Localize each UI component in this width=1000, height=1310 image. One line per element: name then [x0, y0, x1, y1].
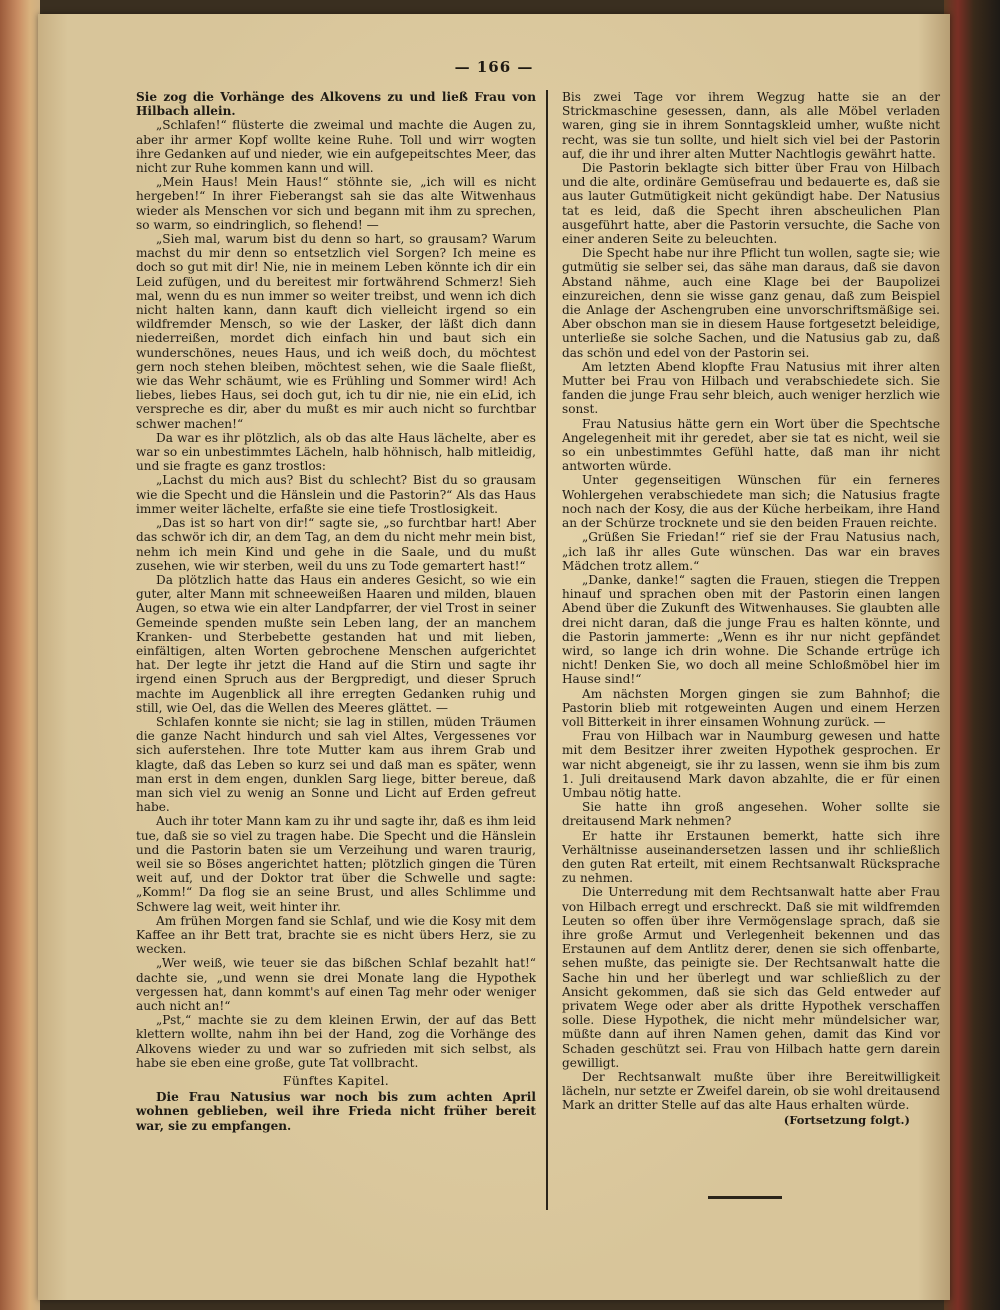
- paragraph: Auch ihr toter Mann kam zu ihr und sagte ihr, daß es ihm leid tue, daß sie so viel zu tragen habe. Die Specht und die Hänslein und die Pastorin baten sie um Verzeihung und waren traurig, weil sie so Böses angerichtet hatten; plötzlich gingen die Türen weit auf, und der Doktor trat über die Schwelle und sagte: „Komm!“ Da flog sie an seine Brust, und alles Schlimme und Schwere lag weit, weit hinter ihr.: [136, 814, 536, 914]
- paragraph: „Pst,“ machte sie zu dem kleinen Erwin, der auf das Bett klettern wollte, nahm ihn bei der Hand, zog die Vorhänge des Alkovens wieder zu und war so zufrieden mit sich selbst, als habe sie eben eine große, gute Tat vollbracht.: [136, 1013, 536, 1070]
- paragraph: Die Specht habe nur ihre Pflicht tun wollen, sagte sie; wie gutmütig sie selber sei, das sähe man daraus, daß sie davon Abstand nähme, auch eine Klage bei der Baupolizei einzureichen, denn sie wisse ganz genau, daß zum Beispiel die Anlage der Aschengruben eine unvorschriftsmäßige sei. Aber obschon man sie in diesem Hause fortgesetzt beleidige, unterließe sie solche Sachen, und die Natusius gab zu, daß das schön und edel von der Pastorin sei.: [562, 246, 940, 360]
- continuation-note: (Fortsetzung folgt.): [783, 1112, 910, 1127]
- paragraph: Am letzten Abend klopfte Frau Natusius mit ihrer alten Mutter bei Frau von Hilbach und verabschiedete sich. Sie fanden die junge Frau sehr bleich, auch weniger herzlich wie sonst.: [562, 359, 940, 417]
- page-number: — 166 —: [454, 58, 534, 76]
- paragraph: „Lachst du mich aus? Bist du schlecht? Bist du so grausam wie die Specht und die Hänslein und die Pastorin?“ Als das Haus immer weiter lächelte, erfaßte sie eine tiefe Trostlosigkeit.: [136, 473, 536, 516]
- paragraph: „Danke, danke!“ sagten die Frauen, stiegen die Treppen hinauf und sprachen oben mit der Pastorin einen langen Abend über die Zukunft des Witwenhauses. Sie glaubten alle drei nicht daran, daß die junge Frau es halten könnte, und die Pastorin jammerte: „Wenn es ihr nur nicht gepfändet wird, so lange ich drin wohne. Die Schande ertrüge ich nicht! Denken Sie, wo doch all meine Schloßmöbel hier im Hause sind!“: [562, 572, 940, 687]
- column-divider: [546, 90, 548, 1210]
- book-edge-left: [0, 0, 40, 1310]
- paragraph: Der Rechtsanwalt mußte über ihre Bereitwilligkeit lächeln, nur setzte er Zweifel darein, ob sie wohl dreitausend Mark an dritter Stelle auf das alte Haus erhalten würde.: [562, 1070, 940, 1113]
- paragraph: Schlafen konnte sie nicht; sie lag in stillen, müden Träumen die ganze Nacht hindurch und sah viel Altes, Vergessenes vor sich auferstehen. Ihre tote Mutter kam aus ihrem Grab und klagte, daß das Leben so kurz sei und daß man es später, wenn man erst in dem engen, dunklen Sarg liege, bitter bereue, daß man sich viel zu wenig an Sonne und Licht auf Erden gefreut habe.: [136, 714, 536, 815]
- paragraph: „Das ist so hart von dir!“ sagte sie, „so furchtbar hart! Aber das schwör ich dir, an dem Tag, an dem du nicht mehr mein bist, nehm ich mein Kind und gehe in die Saale, und du mußt zusehen, wie wir sterben, weil du uns zu Tode gemartert hast!“: [136, 516, 536, 573]
- paragraph: Bis zwei Tage vor ihrem Wegzug hatte sie an der Strickmaschine gesessen, dann, als alle Möbel verladen waren, ging sie in ihrem Sonntagskleid umher, wußte nicht recht, was sie tun sollte, und hielt sich viel bei der Pastorin auf, die ihr und ihrer alten Mutter Nachtlogis gewährt hatte.: [562, 90, 940, 161]
- paragraph: Da war es ihr plötzlich, als ob das alte Haus lächelte, aber es war so ein unbestimmtes Lächeln, halb höhnisch, halb mitleidig, und sie fragte es ganz trostlos:: [136, 430, 536, 474]
- paragraph: Unter gegenseitigen Wünschen für ein ferneres Wohlergehen verabschiedete man sich; die Natusius fragte noch nach der Kosy, die aus der Küche herbeikam, ihre Hand an der Schürze trocknete und sie den beiden Frauen reichte.: [562, 473, 940, 531]
- paragraph: Frau von Hilbach war in Naumburg gewesen und hatte mit dem Besitzer ihrer zweiten Hypothek gesprochen. Er war nicht abgeneigt, sie ihr zu lassen, wenn sie ihm bis zum 1. Juli dreitausend Mark davon abzahlte, die er für einen Umbau nötig hatte.: [562, 729, 940, 800]
- paragraph: Sie hatte ihn groß angesehen. Woher sollte sie dreitausend Mark nehmen?: [562, 800, 940, 829]
- paragraph: Am frühen Morgen fand sie Schlaf, und wie die Kosy mit dem Kaffee an ihr Bett trat, brachte sie es nicht übers Herz, sie zu wecken.: [136, 913, 536, 957]
- paragraph: „Sieh mal, warum bist du denn so hart, so grausam? Warum machst du mir denn so entsetzlich viel Sorgen? Ich meine es doch so gut mit dir! Nie, nie in meinem Leben könnte ich dir ein Leid zufügen, und du bereitest mir fortwährend Schmerz! Sieh mal, wenn du es nun immer so weiter treibst, und wenn ich dich nicht halten kann, dann kauft dich vielleicht irgend so ein wildfremder Mensch, so wie der Lasker, der läßt dich dann niederreißen, mordet dich einfach hin und baut sich ein wunderschönes, neues Haus, und ich weiß doch, du möchtest gern noch stehen bleiben, möchtest sehen, wie die Saale fließt, wie das Wehr schäumt, wie es Frühling und Sommer wird! Ach liebes, liebes Haus, sei doch gut, ich tu dir nie, nie ein eLid, ich verspreche es dir, aber du mußt es mir auch nicht so furchtbar schwer machen!“: [136, 232, 536, 431]
- end-rule: [708, 1196, 782, 1199]
- paragraph: Die Unterredung mit dem Rechtsanwalt hatte aber Frau von Hilbach erregt und erschreckt. Daß sie mit wildfremden Leuten so offen über ihre Vermögenslage sprach, daß sie ihre große Armut und Verlegenheit bekennen und das Erstaunen auf dem Antlitz derer, denen sie sich offenbarte, sehen mußte, das peinigte sie. Der Rechtsanwalt hatte die Sache hin und her überlegt und war schließlich zu der Ansicht gekommen, daß sie sich das Geld entweder auf privatem Wege oder aber als dritte Hypothek verschaffen solle. Diese Hypothek, die nicht mehr mündelsicher war, müßte dann auf ihren Namen gehen, damit das Kind vor Schaden geschützt sei. Frau von Hilbach hatte gern darein gewilligt.: [562, 885, 940, 1070]
- paragraph: „Grüßen Sie Friedan!“ rief sie der Frau Natusius nach, „ich laß ihr alles Gute wünschen. Das war ein braves Mädchen trotz allem.“: [562, 530, 940, 573]
- paragraph: Die Frau Natusius war noch bis zum achten April wohnen geblieben, weil ihre Frieda nicht früher bereit war, sie zu empfangen.: [136, 1090, 536, 1133]
- left-column: [136, 90, 536, 1133]
- paragraph: Sie zog die Vorhänge des Alkovens zu und ließ Frau von Hilbach allein.: [136, 90, 536, 119]
- newspaper-page: [38, 14, 950, 1300]
- paragraph: Am nächsten Morgen gingen sie zum Bahnhof; die Pastorin blieb mit rotgeweinten Augen und einem Herzen voll Bitterkeit in ihrer einsamen Wohnung zurück. —: [562, 686, 940, 729]
- paragraph: Er hatte ihr Erstaunen bemerkt, hatte sich ihre Verhältnisse auseinandersetzen lassen und ihr schließlich den guten Rat erteilt, mit einem Rechtsanwalt Rücksprache zu nehmen.: [562, 828, 940, 886]
- chapter-heading: Fünftes Kapitel.: [282, 1073, 390, 1089]
- paragraph: „Wer weiß, wie teuer sie das bißchen Schlaf bezahlt hat!“ dachte sie, „und wenn sie drei Monate lang die Hypothek vergessen hat, dann kommt's auf einen Tag mehr oder weniger auch nicht an!“: [136, 956, 536, 1013]
- paragraph: „Schlafen!“ flüsterte die zweimal und machte die Augen zu, aber ihr armer Kopf wollte keine Ruhe. Toll und wirr wogten ihre Gedanken auf und nieder, wie ein aufgepeitschtes Meer, das nicht zur Ruhe kommen kann und will.: [136, 118, 536, 176]
- right-column: [562, 90, 940, 1127]
- paragraph: Frau Natusius hätte gern ein Wort über die Spechtsche Angelegenheit mit ihr geredet, aber sie tat es nicht, weil sie so ein unbestimmtes Gefühl hatte, daß man ihr nicht antworten würde.: [562, 416, 940, 474]
- book-edge-right: [944, 0, 1000, 1310]
- paragraph: Die Pastorin beklagte sich bitter über Frau von Hilbach und die alte, ordinäre Gemüsefrau und bedauerte es, daß sie aus lauter Gutmütigkeit nicht gekündigt habe. Der Natusius tat es leid, daß die Specht ihren abscheulichen Plan ausgeführt hatte, aber die Pastorin versuchte, die Sache von einer anderen Seite zu beleuchten.: [562, 161, 940, 247]
- paragraph: Da plötzlich hatte das Haus ein anderes Gesicht, so wie ein guter, alter Mann mit schneeweißen Haaren und milden, blauen Augen, so etwa wie ein alter Landpfarrer, der viel Trost in seiner Gemeinde spenden mußte sein Leben lang, der an manchem Kranken- und Sterbebette gestanden hat und mit lieben, einfältigen, alten Worten gebrochene Menschen aufgerichtet hat. Der legte ihr jetzt die Hand auf die Stirn und sagte ihr irgend einen Spruch aus der Bergpredigt, und dieser Spruch machte im Augenblick all ihre erregten Gedanken ruhig und still, wie Oel, das die Wellen des Meeres glättet. —: [136, 572, 536, 715]
- paragraph: „Mein Haus! Mein Haus!“ stöhnte sie, „ich will es nicht hergeben!“ In ihrer Fieberangst sah sie das alte Witwenhaus wieder als Menschen vor sich und begann mit ihm zu sprechen, so warm, so eindringlich, so flehend! —: [136, 175, 536, 232]
